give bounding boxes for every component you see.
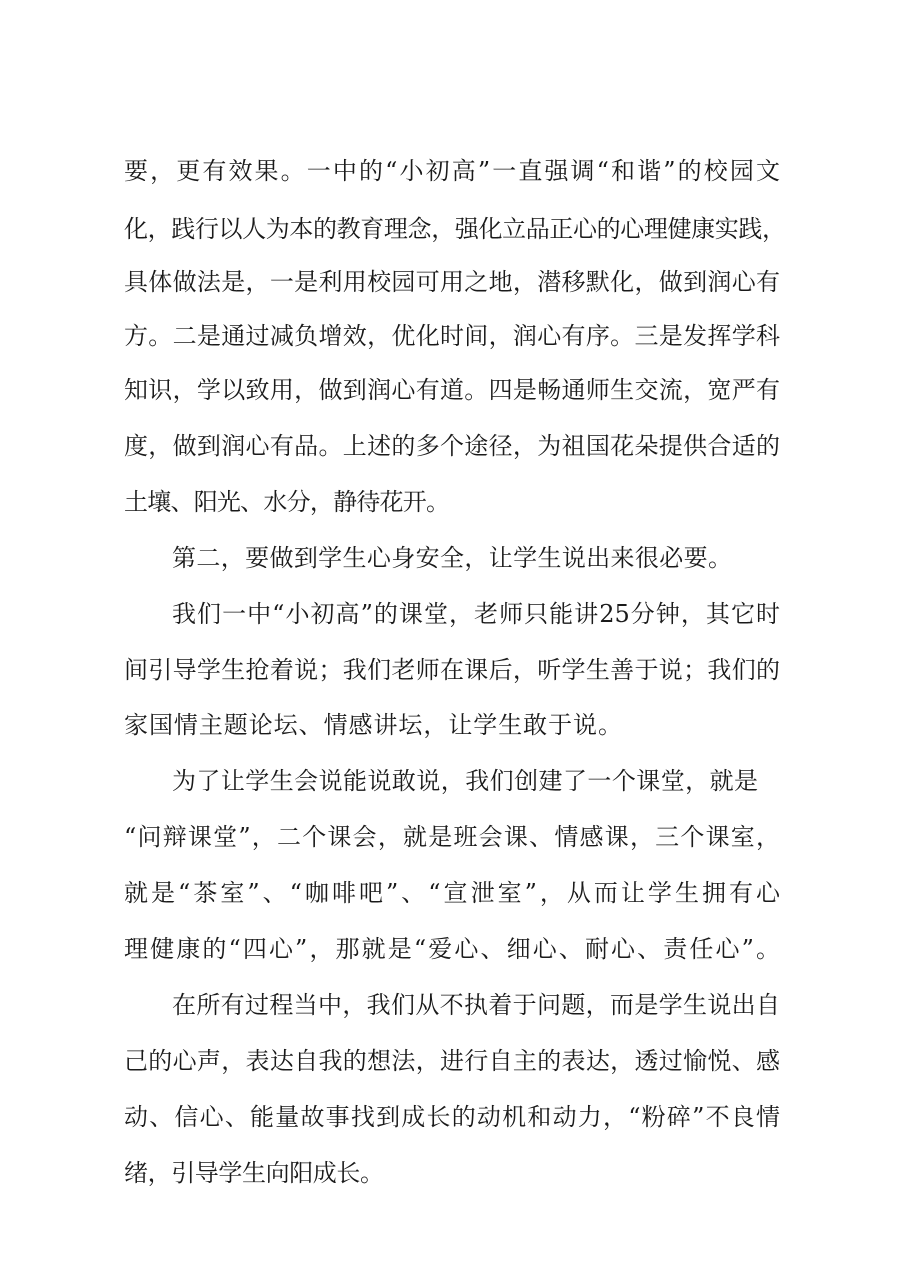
text-line-content: 我们一中“小初高”的课堂，老师只能讲25分钟，其它时 — [172, 600, 780, 628]
text-line — [0, 596, 909, 632]
text-line-content: “问辩课堂”，二个课会，就是班会课、情感课，三个课室， — [124, 823, 780, 851]
text-line-content: 度，做到润心有品。上述的多个途径，为祖国花朵提供合适的 — [124, 432, 780, 460]
text-line-content: 要，更有效果。一中的“小初高”一直强调“和谐”的校园文 — [124, 157, 780, 185]
text-line-content: 第二，要做到学生心身安全，让学生说出来很必要。 — [172, 544, 732, 572]
text-line — [0, 707, 909, 743]
text-line-content: 动、信心、能量故事找到成长的动机和动力，“粉碎”不良情 — [124, 1103, 780, 1131]
text-line — [0, 264, 909, 300]
text-line-content: 知识，学以致用，做到润心有道。四是畅通师生交流，宽严有 — [124, 376, 780, 404]
text-line — [0, 153, 909, 189]
text-line — [0, 819, 909, 855]
text-line-content: 就是“茶室”、“咖啡吧”、“宣泄室”，从而让学生拥有心 — [124, 879, 780, 907]
text-line — [0, 428, 909, 464]
text-line-content: 方。二是通过减负增效，优化时间，润心有序。三是发挥学科 — [124, 322, 780, 350]
text-line — [0, 652, 909, 688]
text-line — [0, 1155, 909, 1191]
text-line — [0, 875, 909, 911]
text-line-content: 为了让学生会说能说敢说，我们创建了一个课堂，就是 — [172, 767, 758, 795]
text-line — [0, 540, 909, 576]
text-line — [0, 1099, 909, 1135]
text-line — [0, 763, 909, 799]
text-line — [0, 211, 909, 247]
text-line-content: 土壤、阳光、水分，静待花开。 — [124, 488, 450, 516]
text-line — [0, 372, 909, 408]
text-line-content: 己的心声，表达自我的想法，进行自主的表达，透过愉悦、感 — [124, 1047, 780, 1075]
text-line-content: 间引导学生抢着说；我们老师在课后，听学生善于说；我们的 — [124, 656, 780, 684]
text-line — [0, 318, 909, 354]
text-line-content: 在所有过程当中，我们从不执着于问题，而是学生说出自 — [172, 991, 780, 1019]
text-line — [0, 484, 909, 520]
text-line — [0, 987, 909, 1023]
text-line-content: 理健康的“四心”，那就是“爱心、细心、耐心、责任心”。 — [124, 935, 780, 963]
text-line-content: 具体做法是，一是利用校园可用之地，潜移默化，做到润心有 — [124, 268, 780, 296]
text-line — [0, 931, 909, 967]
text-line-content: 家国情主题论坛、情感讲坛，让学生敢于说。 — [124, 711, 622, 739]
text-line-content: 化，践行以人为本的教育理念，强化立品正心的心理健康实践， — [124, 215, 786, 243]
text-line — [0, 1043, 909, 1079]
text-line-content: 绪，引导学生向阳成长。 — [124, 1159, 384, 1187]
